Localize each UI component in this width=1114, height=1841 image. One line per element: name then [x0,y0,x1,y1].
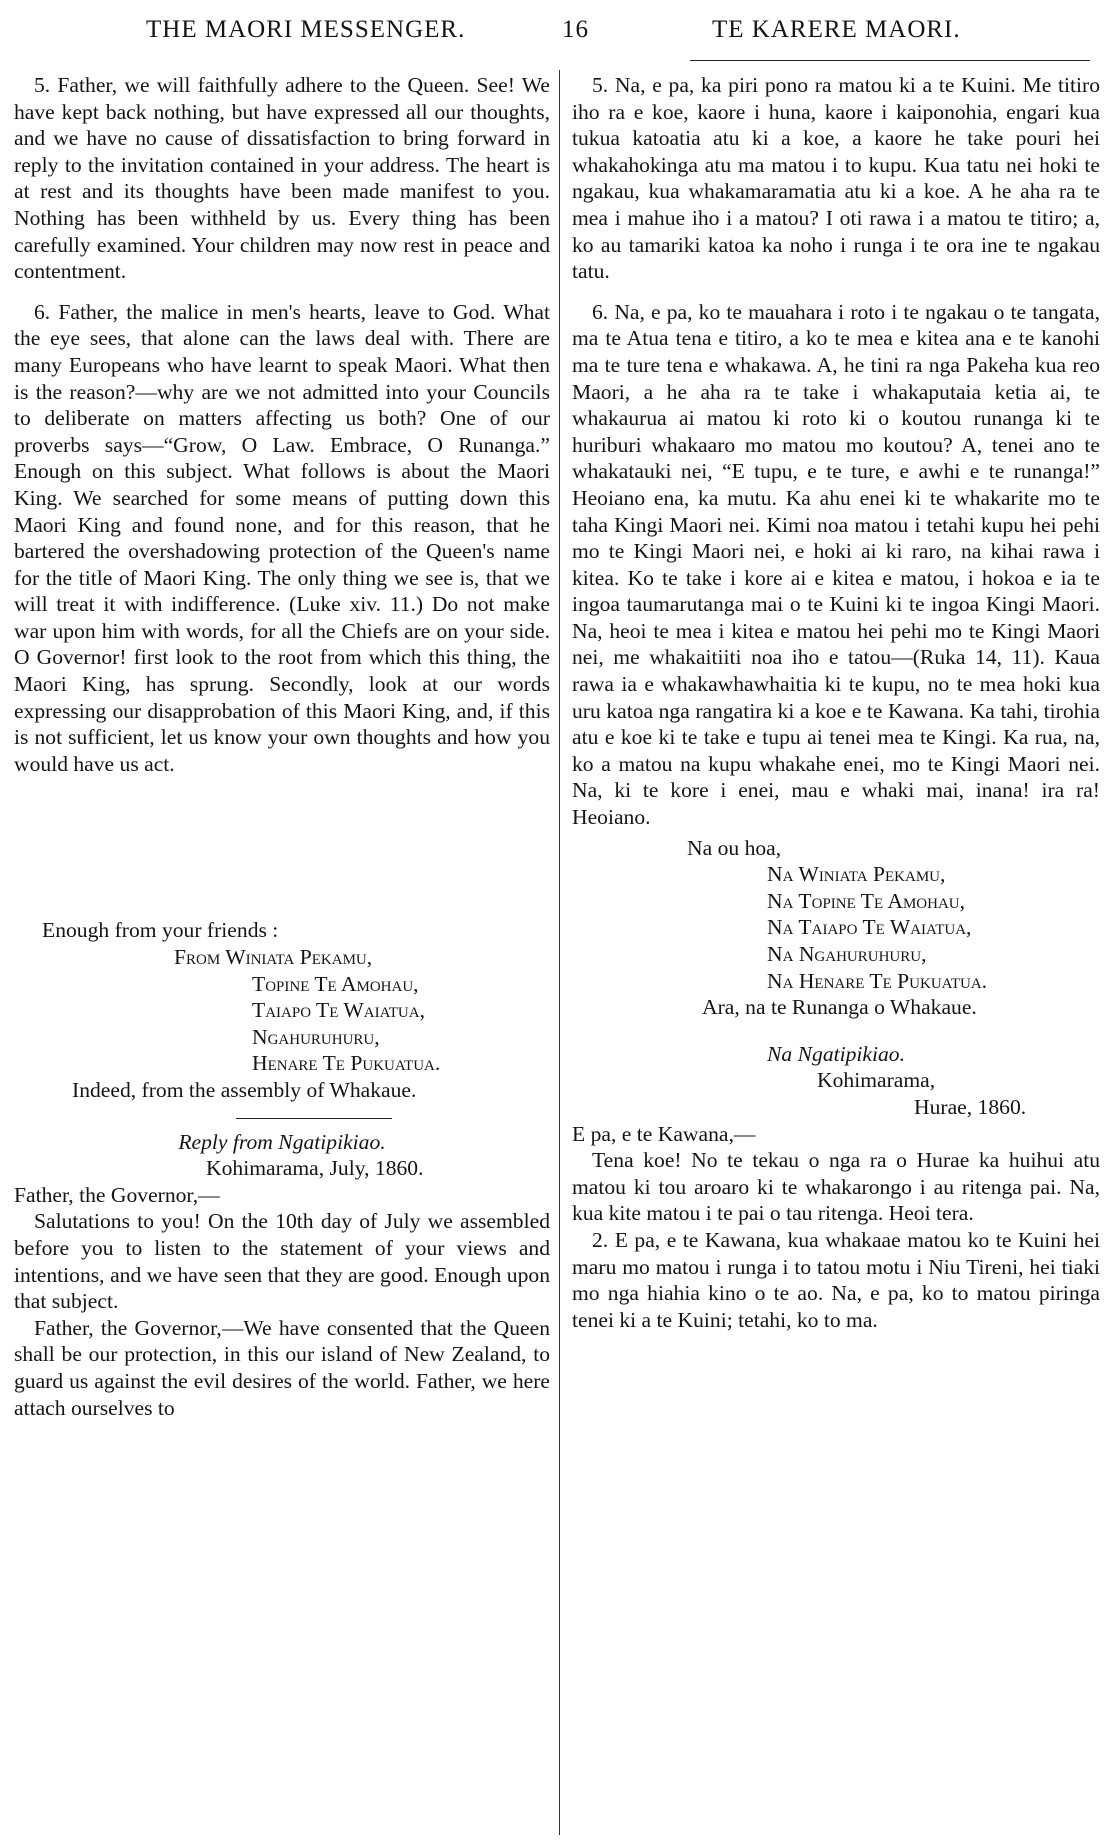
maori-reply-section [572,1041,1100,1334]
english-place-date: Kohimarama, July, 1860. [206,1156,424,1181]
maori-signatory: Na Henare Te Pukuatua. [767,968,988,993]
section-rule [236,1118,392,1119]
english-salutation: Father, the Governor,— [14,1182,220,1207]
maori-salutation: E pa, e te Kawana,— [572,1121,756,1146]
english-signatory: Topine Te Amohau, [252,971,419,996]
english-signatory: Taiapo Te Waiatua, [252,998,425,1023]
maori-place: Kohimarama, [817,1068,936,1093]
maori-assembly: Ara, na te Runanga o Whakaue. [702,995,977,1020]
maori-signature-block [572,835,1100,1021]
maori-signatory: Na Winiata Pekamu, [767,862,946,887]
english-closing: Enough from your friends : [42,918,279,943]
maori-reply-heading: Na Ngatipikiao. [767,1041,905,1066]
english-column [14,72,550,1421]
maori-signatory: Na Taiapo Te Waiatua, [767,915,972,940]
page-number: 16 [562,16,589,43]
column-divider [559,70,560,1835]
maori-paragraph-6: 6. Na, e pa, ko te mauahara i roto i te ngakau o te tangata, ma te Atua tena e titiro, a ko te mea e kitea ana e te kanohi ma te ture tena e whakawa. A, he tini ra nga Pakeha kua reo Maori, a he aha ra te take i whakaputaia ketia ai, te whakaurua ai matou ki roto ki o koutou runanga ki te huriburi whakaaro mo matou mo koutou? A, tenei ano te whakatauki nei, “E tupu, e te ture, e awhi e te runanga!” Heoiano ena, ka mutu. Ka ahu enei ki te whakarite mo te taha Kingi Maori nei. Kimi noa matou i tetahi kupu hei pehi mo te Kingi Maori nei, e hoki ai ki raro, na kihai rawa i kitea. Ko te take i kore ai e kitea e matou, i hokoa e ia te ingoa taumarutanga mai o te Kuini ki te ingoa Kingi Maori. Na, heoi te mea i kitea e matou hei pehi mo te Kingi Maori nei, me whakaitiiti noa iho e tatou—(Ruka 14, 11). Kaua rawa ia e whakawhawhaitia ki te kupu, no te mea hoki kua uru katoa nga rangatira ki a koe e te Kawana. Ka tahi, tirohia atu e koe ki te take e tupu ai tenei mea te Kingi. Ka rua, na, ko a matou na kupu whakahe enei, mo te Kingi Maori nei. Na, ki te kore i enei, mau e whaki mai, inana! ira ra! Heoiano. [572,299,1100,830]
maori-paragraph-5: 5. Na, e pa, ka piri pono ra matou ki a te Kuini. Me titiro iho ra e koe, kaore i huna, kaore i kaiponohia, engari kua tukua katoatia atu ki a koe, a kaore he take pouri hei whakahokinga atu ma matou i to kupu. Kua tatu nei hoki te ngakau, kua whakamaramatia atu ki a koe. A he aha ra te mea i mahue iho i a matou? I oti rawa i a matou te titiro; a, ko au tamariki katoa ka noho i runga i te ora ine te ngakau tatu. [572,73,1100,284]
english-paragraph-5: 5. Father, we will faithfully adhere to the Queen. See! We have kept back nothing, but have expressed all our thoughts, and we have no cause of dissatisfaction to bring forward in reply to the invitation contained in your address. The heart is at rest and its thoughts have been made manifest to you. Nothing has been withheld by us. Every thing has been carefully examined. Your children may now rest in peace and contentment. [14,73,550,284]
header-english-title: THE MAORI MESSENGER. [146,16,466,43]
header-maori-title: TE KARERE MAORI. [712,16,961,43]
english-signature-block [14,917,550,1103]
maori-date: Hurae, 1860. [914,1094,1027,1119]
english-reply-heading: Reply from Ngatipikiao. [178,1129,386,1154]
english-reply-paragraph-1: Salutations to you! On the 10th day of July we assembled before you to listen to the statement of your views and intentions, and we have seen that they are good. Enough upon that subject. [14,1209,550,1314]
maori-column [572,72,1100,1333]
english-signatory: Henare Te Pukuatua. [252,1051,441,1076]
maori-signatory: Na Ngahuruhuru, [767,942,927,966]
english-paragraph-6: 6. Father, the malice in men's hearts, leave to God. What the eye sees, that alone can the laws deal with. There are many Europeans who have learnt to speak Maori. What then is the reason?—why are we not admitted into your Councils to deliberate on matters affecting us both? One of our proverbs says—“Grow, O Law. Embrace, O Runanga.” Enough on this subject. What follows is about the Maori King. We searched for some means of putting down this Maori King and found none, and for this reason, that he bartered the overshadowing protection of the Queen's name for the title of Maori King. The only thing we see is, that we will treat it with indifference. (Luke xiv. 11.) Do not make war upon him with words, for all the Chiefs are on your side. O Governor! first look to the root from which this thing, the Maori King, has sprung. Secondly, look at our words expressing our disapprobation of this Maori King, and, if this is not sufficient, let us know your own thoughts and how you would have us act. [14,299,550,776]
maori-signatory: Na Topine Te Amohau, [767,888,966,913]
english-reply-paragraph-2: Father, the Governor,—We have consented that the Queen shall be our protection, in this our island of New Zealand, to guard us against the evil desires of the world. Father, we here attach ourselves to [14,1315,550,1420]
english-signatory: Ngahuruhuru, [252,1024,380,1049]
maori-reply-paragraph-2: 2. E pa, e te Kawana, kua whakaae matou ko te Kuini hei maru mo matou i runga i to tatou motu i Niu Tireni, hei tiaki mo nga hiahia kino o te ao. Na, e pa, ko to matou piringa tenei ki a te Kuini; tetahi, ko to ma. [572,1227,1100,1332]
english-assembly: Indeed, from the assembly of Whakaue. [72,1078,417,1102]
english-signatory: From Winiata Pekamu, [174,945,373,970]
maori-closing: Na ou hoa, [687,835,782,860]
page-header [0,6,1114,46]
header-rule [690,60,1090,61]
maori-reply-paragraph-1: Tena koe! No te tekau o nga ra o Hurae ka huihui atu matou ki tou aroaro ki te whakarongo i au ritenga pai. Na, kua kite matou i te pai o tau ritenga. Heoi tera. [572,1148,1100,1226]
